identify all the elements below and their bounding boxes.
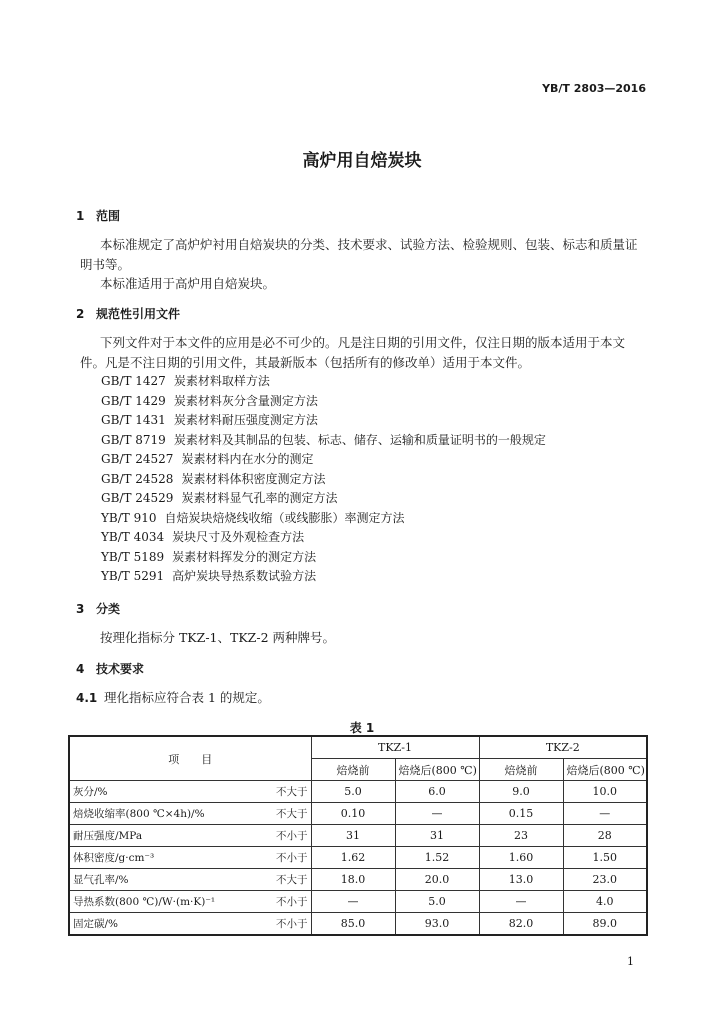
reference-item [101, 450, 546, 470]
table-cell: 93.0 [395, 913, 479, 936]
paragraph-text: 下列文件对于本文件的应用是必不可少的。凡是注日期的引用文件，仅注日期的版本适用于本文件。凡是不注日期的引用文件，其最新版本（包括所有的修改单）适用于本文件。 [80, 335, 626, 370]
section-3-paragraph-1 [80, 628, 645, 648]
section-number: 3 [76, 602, 85, 616]
section-number: 4 [76, 662, 85, 676]
section-1-heading [76, 207, 120, 224]
reference-item [101, 470, 546, 490]
table-cell: 13.0 [479, 869, 563, 891]
table-cell: 1.52 [395, 847, 479, 869]
reference-code: GB/T 24527 [101, 452, 174, 466]
property-limit: 不小于 [239, 891, 311, 913]
clause-number: 4.1 [76, 691, 98, 705]
table-subheader: 焙烧前 [311, 759, 395, 781]
table-header-grade: TKZ-2 [479, 736, 647, 759]
table-row [69, 825, 647, 847]
reference-code: YB/T 4034 [101, 530, 165, 544]
table-cell: 1.60 [479, 847, 563, 869]
section-4-heading [76, 660, 144, 677]
property-name: 耐压强度/MPa [69, 825, 239, 847]
reference-title: 自焙炭块焙烧线收缩（或线膨胀）率测定方法 [164, 510, 405, 525]
table-cell: 18.0 [311, 869, 395, 891]
clause-4-1 [76, 688, 641, 708]
property-limit: 不大于 [239, 869, 311, 891]
table-subheader: 焙烧后(800 ℃) [395, 759, 479, 781]
property-name: 固定碳/% [69, 913, 239, 936]
table-row [69, 847, 647, 869]
table-cell: 31 [311, 825, 395, 847]
reference-item [101, 528, 546, 548]
reference-code: GB/T 1427 [101, 374, 166, 388]
table-cell: 89.0 [563, 913, 647, 936]
reference-code: GB/T 1429 [101, 393, 166, 408]
reference-code: GB/T 1431 [101, 413, 166, 427]
reference-item [101, 548, 546, 568]
table-cell: 4.0 [563, 891, 647, 913]
table-subheader: 焙烧后(800 ℃) [563, 759, 647, 781]
table-cell: 85.0 [311, 913, 395, 936]
property-name: 灰分/% [69, 781, 239, 803]
table-cell: 1.50 [563, 847, 647, 869]
section-1-paragraph-1 [80, 235, 645, 275]
reference-title: 炭块尺寸及外观检查方法 [172, 530, 305, 544]
table-cell: 9.0 [479, 781, 563, 803]
section-title: 范围 [96, 209, 121, 223]
page-number: 1 [627, 955, 634, 968]
table-cell: — [311, 891, 395, 913]
table-row [69, 891, 647, 913]
paragraph-text: 本标准规定了高炉炉衬用自焙炭块的分类、技术要求、试验方法、检验规则、包装、标志和质量证明书等。 [80, 237, 638, 272]
property-limit: 不小于 [239, 913, 311, 936]
table-cell: 31 [395, 825, 479, 847]
property-limit: 不小于 [239, 847, 311, 869]
table-cell: 5.0 [395, 891, 479, 913]
paragraph-text: 本标准适用于高炉用自焙炭块。 [100, 276, 276, 291]
property-name: 焙烧收缩率(800 ℃×4h)/% [69, 803, 239, 825]
table-cell: 0.10 [311, 803, 395, 825]
table-row [69, 781, 647, 803]
reference-item [101, 567, 546, 587]
table-row [69, 913, 647, 936]
table-cell: 1.62 [311, 847, 395, 869]
table-cell: 0.15 [479, 803, 563, 825]
properties-table [68, 735, 648, 936]
property-limit: 不小于 [239, 825, 311, 847]
paragraph-text: 按理化指标分 TKZ-1、TKZ-2 两种牌号。 [100, 630, 336, 645]
reference-code: YB/T 5291 [101, 569, 165, 583]
section-title: 技术要求 [96, 662, 145, 676]
table-cell: — [563, 803, 647, 825]
table-cell: — [479, 891, 563, 913]
table-subheader: 焙烧前 [479, 759, 563, 781]
table-cell: 23 [479, 825, 563, 847]
reference-code: GB/T 24529 [101, 491, 174, 505]
table-cell: 82.0 [479, 913, 563, 936]
section-3-heading [76, 600, 120, 617]
document-title: 高炉用自焙炭块 [302, 151, 422, 171]
table-cell: 28 [563, 825, 647, 847]
section-2-heading [76, 305, 180, 322]
reference-item [101, 392, 546, 412]
normative-reference-list [101, 372, 546, 587]
reference-code: YB/T 5189 [101, 549, 165, 564]
section-2-paragraph-1 [80, 333, 645, 373]
reference-code: GB/T 8719 [101, 432, 166, 447]
table-row [69, 803, 647, 825]
clause-text: 理化指标应符合表 1 的规定。 [104, 690, 270, 705]
table-header-grade: TKZ-1 [311, 736, 479, 759]
section-title: 规范性引用文件 [96, 307, 181, 321]
section-title: 分类 [96, 602, 121, 616]
reference-title: 炭素材料体积密度测定方法 [181, 471, 326, 486]
reference-code: GB/T 24528 [101, 471, 174, 486]
table-cell: 10.0 [563, 781, 647, 803]
property-limit: 不大于 [239, 781, 311, 803]
table-cell: 5.0 [311, 781, 395, 803]
reference-title: 炭素材料挥发分的测定方法 [172, 549, 317, 564]
reference-title: 炭素材料取样方法 [173, 374, 270, 388]
section-number: 2 [76, 307, 85, 321]
reference-title: 炭素材料内在水分的测定 [181, 452, 314, 466]
reference-title: 炭素材料灰分含量测定方法 [173, 393, 318, 408]
section-number: 1 [76, 209, 85, 223]
table-cell: 20.0 [395, 869, 479, 891]
reference-title: 高炉炭块导热系数试验方法 [172, 569, 317, 583]
reference-code: YB/T 910 [101, 510, 157, 525]
property-name: 体积密度/g·cm⁻³ [69, 847, 239, 869]
table-cell: 23.0 [563, 869, 647, 891]
reference-title: 炭素材料及其制品的包装、标志、储存、运输和质量证明书的一般规定 [173, 432, 546, 447]
standard-code: YB/T 2803—2016 [542, 82, 646, 95]
property-name: 显气孔率/% [69, 869, 239, 891]
table-caption: 表 1 [349, 721, 375, 735]
reference-title: 炭素材料耐压强度测定方法 [173, 413, 318, 427]
table-row [69, 869, 647, 891]
reference-item [101, 431, 546, 451]
table-cell: — [395, 803, 479, 825]
property-limit: 不大于 [239, 803, 311, 825]
reference-title: 炭素材料显气孔率的测定方法 [181, 491, 338, 505]
reference-item [101, 509, 546, 529]
reference-item [101, 411, 546, 431]
reference-item [101, 489, 546, 509]
reference-item [101, 372, 546, 392]
property-name: 导热系数(800 ℃)/W·(m·K)⁻¹ [69, 891, 239, 913]
section-1-paragraph-2 [80, 274, 645, 294]
table-cell: 6.0 [395, 781, 479, 803]
table-header-item: 项 目 [69, 736, 311, 781]
